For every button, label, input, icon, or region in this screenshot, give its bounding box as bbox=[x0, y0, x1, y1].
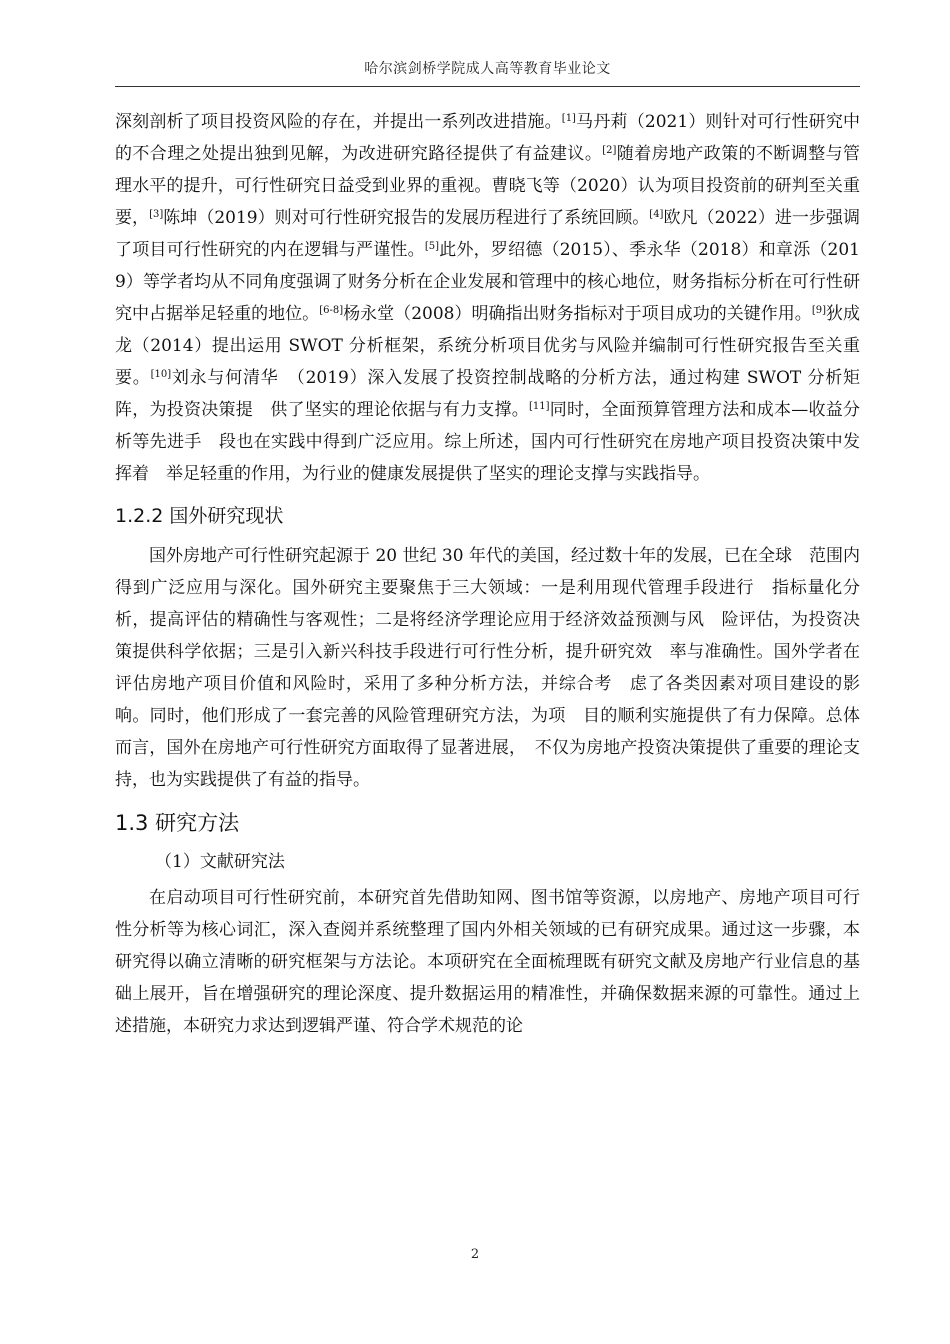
paragraph-foreign-research: 国外房地产可行性研究起源于 20 世纪 30 年代的美国，经过数十年的发展，已在全球 范围内得到广泛应用与深化。国外研究主要聚焦于三大领域：一是利用现代管理手段进行 指标量化分析，提高评估的精确性与客观性；二是将经济学理论应用于经济效益预测与风 险评估，为投资决策提供科学依据；三是引入新兴科技手段进行可行性分析，提升研究效 率与准确性。国外学者在评估房地产项目价值和风险时，采用了多种分析方法，并综合考 虑了各类因素对项目建设的影响。同时，他们形成了一套完善的风险管理研究方法，为项 目的顺利实施提供了有力保障。总体而言，国外在房地产可行性研究方面取得了显著进展， 不仅为房地产投资决策提供了重要的理论支持，也为实践提供了有益的指导。 bbox=[115, 546, 860, 790]
page-number: 2 bbox=[470, 1247, 480, 1262]
citation: [9] bbox=[811, 305, 826, 316]
citation: [4] bbox=[649, 209, 664, 220]
citation: [5] bbox=[424, 241, 440, 252]
section-heading-1-2-2: 1.2.2 国外研究现状 bbox=[115, 505, 284, 527]
citation: [11] bbox=[528, 401, 550, 412]
citation: [10] bbox=[150, 369, 172, 380]
citation: [2] bbox=[602, 145, 617, 156]
method-item-literature: （1）文献研究法 bbox=[155, 852, 285, 872]
document-body bbox=[115, 106, 860, 1042]
paragraph-domestic-research: 深刻剖析了项目投资风险的存在，并提出一系列改进措施。[1]马丹莉（2021）则针对可行性研究中的不合理之处提出独到见解，为改进研究路径提供了有益建议。[2]随着房地产政策的不断调整与管理水平的提升，可行性研究日益受到业界的重视。曹晓飞等（2020）认为项目投资前的研判至关重要，[3]陈坤（2019）则对可行性研究报告的发展历程进行了系统回顾。[4]欧凡（2022）进一步强调了项目可行性研究的内在逻辑与严谨性。[5]此外，罗绍德（2015）、季永华（2018）和章泺（2019）等学者均从不同角度强调了财务分析在企业发展和管理中的核心地位，财务指标分析在可行性研究中占据举足轻重的地位。[6-8]杨永堂（2008）明确指出财务指标对于项目成功的关键作用。[9]狄成龙（2014）提出运用 SWOT 分析框架，系统分析项目优劣与风险并编制可行性研究报告至关重要。[10]刘永与何清华 （2019）深入发展了投资控制战略的分析方法，通过构建 SWOT 分析矩阵，为投资决策提 供了坚实的理论依据与有力支撑。[11]同时，全面预算管理方法和成本—收益分析等先进手 段也在实践中得到广泛应用。综上所述，国内可行性研究在房地产项目投资决策中发挥着 举足轻重的作用，为行业的健康发展提供了坚实的理论支撑与实践指导。 bbox=[115, 112, 861, 484]
page-header: 哈尔滨剑桥学院成人高等教育毕业论文 bbox=[364, 61, 611, 77]
citation: [3] bbox=[149, 209, 164, 220]
citation: [1] bbox=[561, 113, 576, 124]
citation: [6-8] bbox=[319, 305, 344, 316]
paragraph-literature-method: 在启动项目可行性研究前，本研究首先借助知网、图书馆等资源，以房地产、房地产项目可行性分析等为核心词汇，深入查阅并系统整理了国内外相关领域的已有研究成果。通过这一步骤，本研究得以确立清晰的研究框架与方法论。本项研究在全面梳理既有研究文献及房地产行业信息的基础上展开，旨在增强研究的理论深度、提升数据运用的精准性，并确保数据来源的可靠性。通过上述措施，本研究力求达到逻辑严谨、符合学术规范的论 bbox=[115, 888, 860, 1036]
section-heading-1-3: 1.3 研究方法 bbox=[115, 811, 240, 835]
header-divider bbox=[115, 86, 860, 87]
